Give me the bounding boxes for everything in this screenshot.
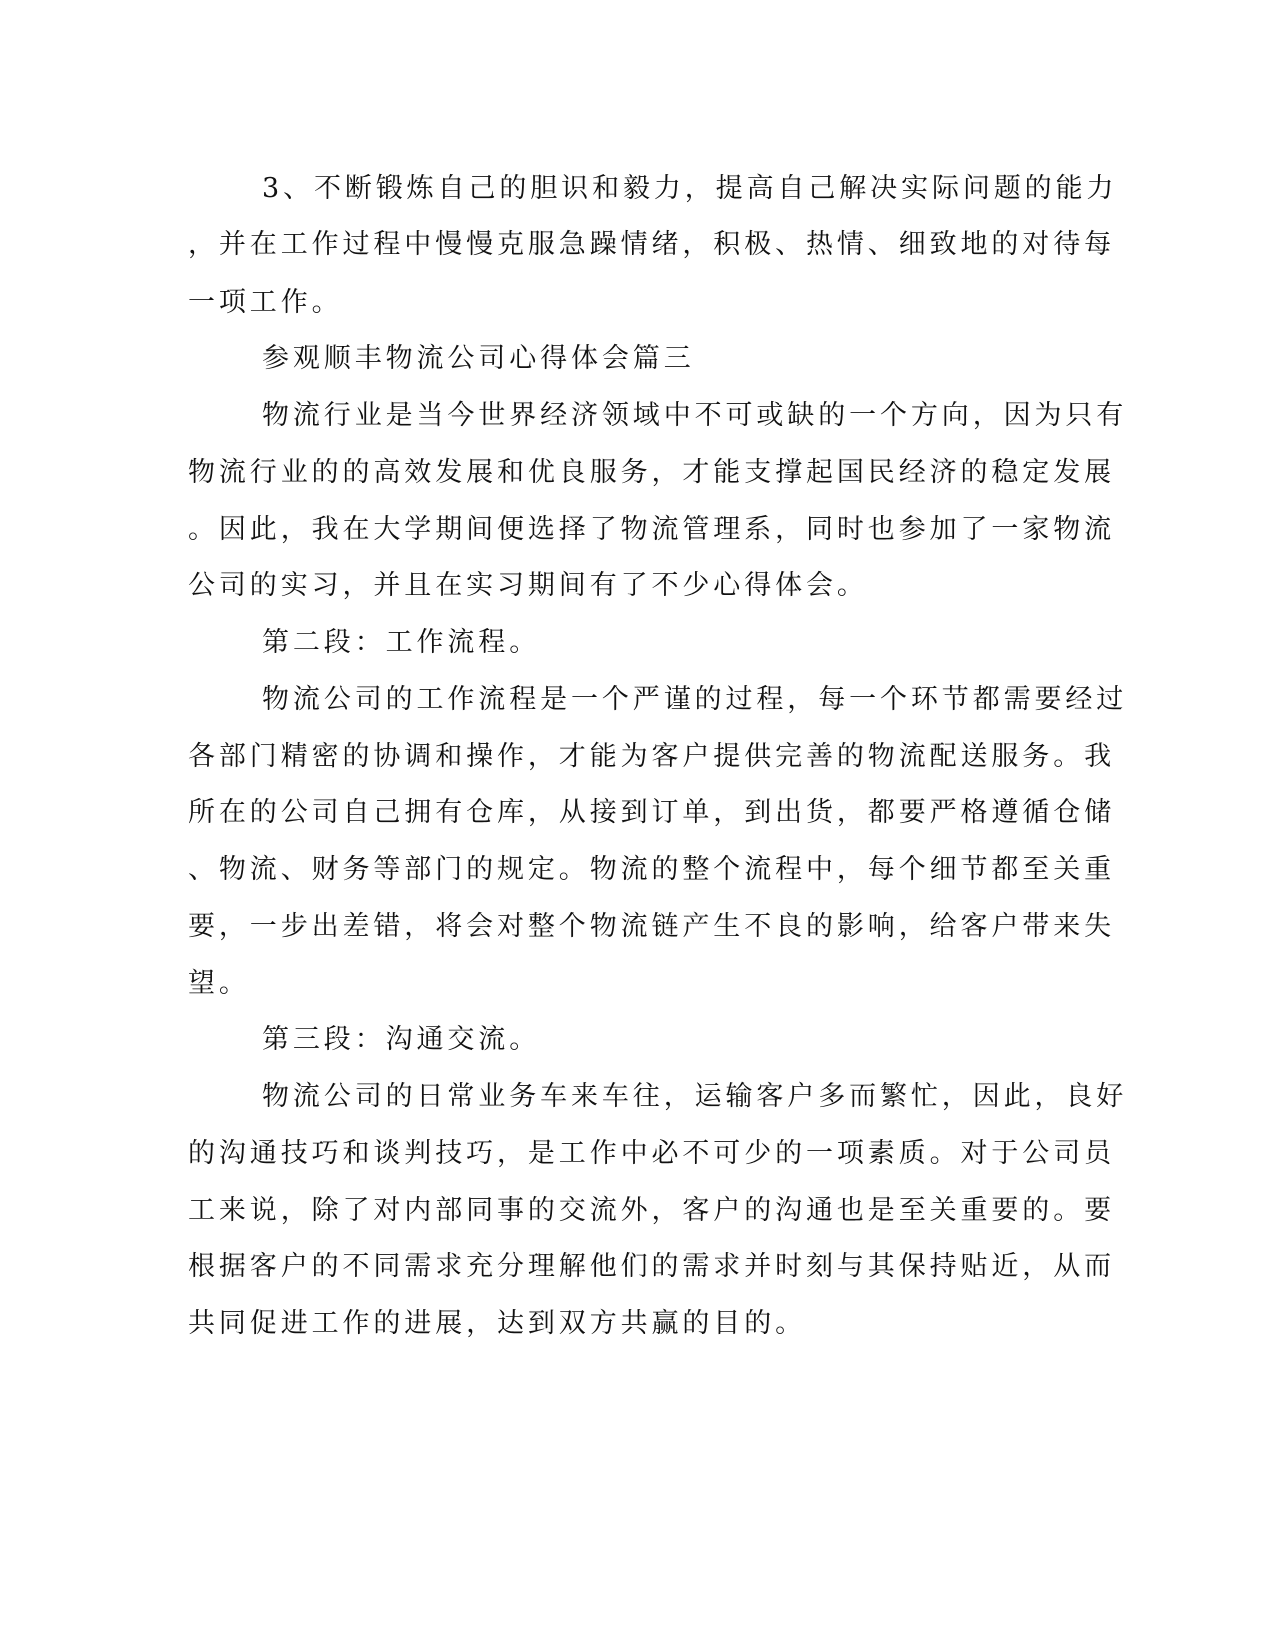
paragraph-line: 物流公司的日常业务车来车往，运输客户多而繁忙，因此，良好: [262, 1081, 1128, 1112]
paragraph-line: 共同促进工作的进展，达到双方共赢的目的。: [188, 1308, 806, 1339]
paragraph-line: 各部门精密的协调和操作，才能为客户提供完善的物流配送服务。我: [188, 741, 1115, 772]
paragraph-line: 公司的实习，并且在实习期间有了不少心得体会。: [188, 570, 868, 601]
paragraph-line: 一项工作。: [188, 287, 343, 318]
section-title: 参观顺丰物流公司心得体会篇三: [262, 343, 695, 374]
paragraph-line: 物流行业是当今世界经济领域中不可或缺的一个方向，因为只有: [262, 400, 1128, 431]
paragraph-line: 望。: [188, 968, 250, 999]
paragraph-line: 所在的公司自己拥有仓库，从接到订单，到出货，都要严格遵循仓储: [188, 797, 1115, 828]
section-heading: 第二段：工作流程。: [262, 627, 541, 658]
paragraph-line: 3、不断锻炼自己的胆识和毅力，提高自己解决实际问题的能力: [262, 173, 1118, 204]
section-heading: 第三段：沟通交流。: [262, 1024, 541, 1055]
paragraph-line: 工来说，除了对内部同事的交流外，客户的沟通也是至关重要的。要: [188, 1195, 1115, 1226]
paragraph-line: 、物流、财务等部门的规定。物流的整个流程中，每个细节都至关重: [188, 854, 1115, 885]
paragraph-line: 要，一步出差错，将会对整个物流链产生不良的影响，给客户带来失: [188, 911, 1115, 942]
paragraph-line: ，并在工作过程中慢慢克服急躁情绪，积极、热情、细致地的对待每: [188, 229, 1115, 260]
paragraph-line: 。因此，我在大学期间便选择了物流管理系，同时也参加了一家物流: [188, 514, 1115, 545]
paragraph-line: 物流公司的工作流程是一个严谨的过程，每一个环节都需要经过: [262, 684, 1128, 715]
paragraph-line: 的沟通技巧和谈判技巧，是工作中必不可少的一项素质。对于公司员: [188, 1138, 1115, 1169]
paragraph-line: 根据客户的不同需求充分理解他们的需求并时刻与其保持贴近，从而: [188, 1251, 1115, 1282]
paragraph-line: 物流行业的的高效发展和优良服务，才能支撑起国民经济的稳定发展: [188, 457, 1115, 488]
